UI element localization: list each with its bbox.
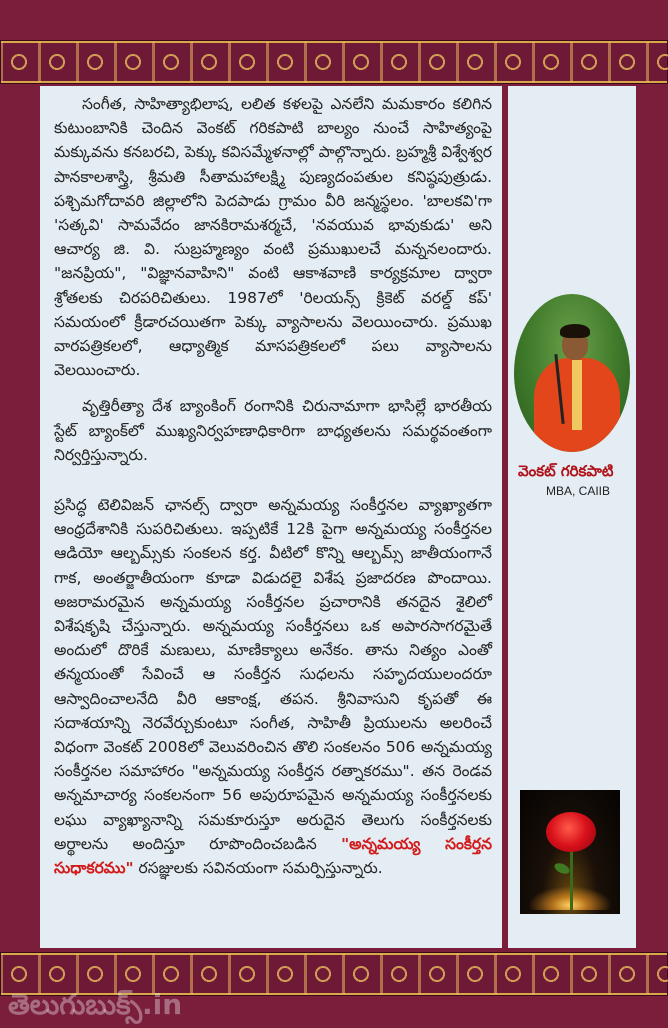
author-name: వెంకట్ గరికపాటి	[518, 462, 614, 480]
left-frame-strip	[0, 84, 38, 952]
author-degree: MBA, CAIIB	[546, 484, 611, 498]
author-side-panel	[508, 86, 636, 948]
top-decorative-border	[0, 40, 668, 84]
biography-paragraph-2: వృత్తిరీత్యా దేశ బ్యాంకింగ్ రంగానికి చిరునామాగా భాసిల్లే భారతీయ స్టేట్ బ్యాంక్‌లో ముఖ్యనిర్వహణాధికారిగా బాధ్యతలను సమర్థవంతంగా నిర్వర్తిస్తున్నారు.	[54, 397, 492, 464]
biography-text-panel	[40, 86, 502, 948]
author-portrait	[514, 294, 630, 452]
biography-paragraph-1: సంగీత, సాహిత్యాభిలాష, లలిత కళలపై ఎనలేని మమకారం కలిగిన కుటుంబానికి చెందిన వెంకట్ గరికపాటి బాల్యం నుంచే సాహిత్యంపై మక్కువను కనబరచి, పెక్కు కవిసమ్మేళనాల్లో పాల్గొన్నారు. బ్రహ్మశ్రీ విశ్వేశ్వర పానకాలశాస్త్రి, శ్రీమతి సీతామహాలక్ష్మి పుణ్యదంపతుల కనిష్ఠపుత్రుడు. పశ్చిమగోదావరి జిల్లాలోని పెదపాడు గ్రామం వీరి జన్మస్థలం. 'బాలకవి'గా 'సత్కవి' సామవేదం జానకిరామశర్మచే, 'నవయువ భావుకుడు' అని ఆచార్య జి. వి. సుబ్రహ్మణ్యం వంటి ప్రముఖులచే మన్ననలందారు. "జనప్రియ", "విజ్ఞానవాహిని" వంటి ఆకాశవాణి కార్యక్రమాల ద్వారా శ్రోతలకు చిరపరిచితులు. 1987లో 'రిలయన్స్ క్రికెట్ వరల్డ్ కప్' సమయంలో క్రీడారచయితగా పెక్కు వ్యాసాలను వెలయించారు. ప్రముఖ వారపత్రికలలో, ఆధ్యాత్మిక మాసపత్రికలలో పలు వ్యాసాలను వెలయించారు.	[54, 95, 492, 380]
rose-image	[520, 790, 620, 914]
biography-paragraph-3	[54, 493, 492, 880]
book-title-highlight: "అన్నమయ్య సంకీర్తన సుధాకరము"	[54, 834, 492, 878]
closing-text: రసజ్ఞులకు సవినయంగా సమర్పిస్తున్నారు.	[133, 859, 383, 878]
right-frame-strip	[638, 84, 668, 952]
paragraph-3-body: ప్రసిద్ధ టెలివిజన్ ఛానల్స్ ద్వారా అన్నమయ్య సంకీర్తనల వ్యాఖ్యాతగా ఆంధ్రదేశానికి సుపరిచితులు. ఇప్పటికే 12కి పైగా అన్నమయ్య సంకీర్తనల ఆడియో ఆల్బమ్స్‌కు సంకలన కర్త. వీటిలో కొన్ని ఆల్బమ్స్ జాతీయంగానే గాక, అంతర్జాతీయంగా కూడా విడుదలై విశేష ప్రజాదరణ పొందాయి. అజరామరమైన అన్నమయ్య సంకీర్తనల ప్రచారానికి తనదైన శైలిలో విశేషకృషి చేస్తున్నారు. అన్నమయ్య సంకీర్తనలు ఒక అపారసాగరమైతే అందులో దొరికే మణులు, మాణిక్యాలు అనేకం. తాను నిత్యం ఎంతో తన్మయంతో సేవించే ఆ సంకీర్తన సుధలను సహృదయులందరూ ఆస్వాదించాలనేది వీరి ఆకాంక్ష, తపన. శ్రీనివాసుని కృపతో ఈ సదాశయాన్ని నెరవేర్చుకుంటూ సంగీత, సాహితీ ప్రియులను అలరించే విధంగా వెంకట్ 2008లో వెలువరించిన తొలి సంకలనం 506 అన్నమయ్య సంకీర్తనల సమాహారం "అన్నమయ్య సంకీర్తన రత్నాకరము". తన రెండవ అన్నమాచార్య సంకలనంగా 56 అపురూపమైన అన్నమయ్య సంకీర్తనలకు లఘు వ్యాఖ్యానాన్ని సమకూరుస్తూ అరుదైన తెలుగు సంకీర్తనలకు అర్థాలను అందిస్తూ రూపొందించబడిన	[54, 496, 492, 853]
site-watermark: తెలుగుబుక్స్.in	[8, 988, 183, 1021]
